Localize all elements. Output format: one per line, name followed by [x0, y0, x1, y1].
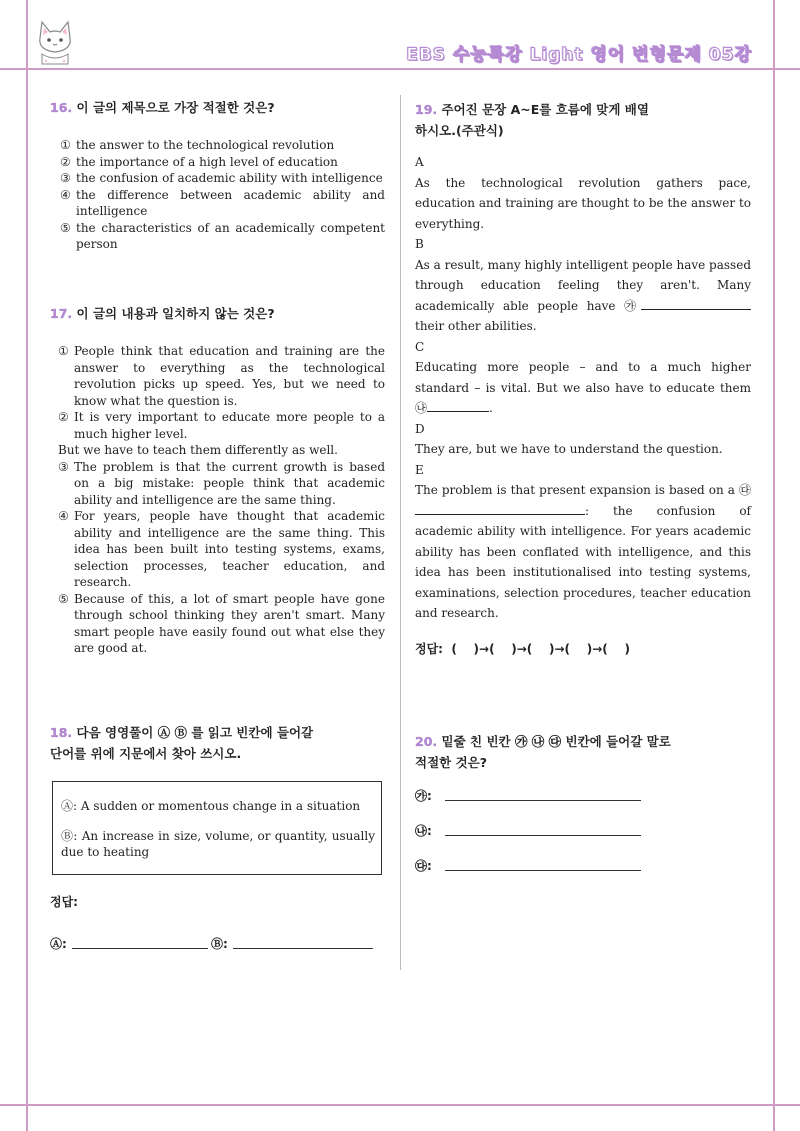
q19-heading — [415, 99, 755, 141]
q20-heading — [415, 731, 755, 773]
q17-option-4[interactable]: ④ For years, people have thought that academic ability and intelligence are the same thing. This idea has been built into testing systems, exams, selection processes, teacher education, and research. — [58, 509, 385, 589]
q20-answer-line-ga[interactable] — [445, 800, 641, 801]
frame-bottom-line — [0, 1104, 800, 1106]
q19-label-c: C — [415, 339, 425, 354]
q19-number: 19. — [415, 102, 438, 117]
q20-question-line1: 밑줄 친 빈칸 ㉮ ㉯ ㉰ 빈칸에 들어갈 말로 — [441, 734, 671, 749]
q17-option-3[interactable]: ③ The problem is that the current growth is based on a big mistake: people think that academic ability and intelligence are the same thing. — [58, 459, 385, 507]
q17-option-1[interactable]: ① People think that education and training are the answer to everything as the technological revolution picks up speed. Yes, but we need to know what the question is. — [58, 344, 385, 408]
q17-heading — [50, 303, 390, 324]
q19-answer: 정답: ( )→( )→( )→( )→( ) — [415, 642, 630, 656]
q19-passage — [415, 152, 751, 624]
q17-number: 17. — [50, 306, 73, 321]
q18-question-line1: 다음 영영풀이 Ⓐ Ⓑ 를 읽고 빈칸에 들어갈 — [76, 725, 314, 740]
q19-label-a: A — [415, 155, 424, 169]
q19-label-d: D — [415, 421, 425, 436]
q19-text-d: They are, but we have to understand the question. — [415, 442, 723, 456]
q16-number: 16. — [50, 100, 73, 115]
q16-option-2[interactable]: ② the importance of a high level of education — [60, 154, 338, 169]
q16-option-4[interactable]: ④ the difference between academic ability and intelligence — [60, 187, 385, 218]
q20-answer-line-da[interactable] — [445, 870, 641, 871]
q16-option-5[interactable]: ⑤ the characteristics of an academically competent person — [60, 220, 385, 251]
q16-option-3[interactable]: ③ the confusion of academic ability with intelligence — [60, 171, 383, 185]
q20-blank-label-ga: ㉮: — [415, 789, 432, 803]
q19-text-c: Educating more people – and to a much higher standard – is vital. But we also have to educate them ㉯ . — [415, 360, 751, 415]
frame-left-line — [26, 0, 28, 1131]
q18-answer-label: 정답: — [50, 895, 78, 909]
q20-blank-label-da: ㉰: — [415, 859, 432, 873]
q18-answer-line-b[interactable] — [233, 948, 373, 949]
q16-option-1[interactable]: ① the answer to the technological revolution — [60, 138, 335, 152]
q16-options — [60, 137, 385, 253]
q16-question: 이 글의 제목으로 가장 적절한 것은? — [76, 100, 275, 115]
q19-text-e: The problem is that present expansion is based on a ㉰: the confusion of academic ability with intelligence. For years academic ability has been conflated with intelligence, and this idea has been institutionalised into testing systems, examinations, selection procedures, teacher education and research. — [415, 483, 751, 620]
q19-blank-mark-ga: ㉮ — [624, 298, 641, 313]
q18-label-b: Ⓑ: — [211, 937, 228, 951]
frame-top-line — [0, 68, 800, 70]
q16-heading — [50, 97, 390, 118]
q17-option-2[interactable]: ② It is very important to educate more people to a much higher level. — [58, 410, 385, 441]
q19-blank-da[interactable] — [415, 501, 585, 515]
q19-blank-mark-na: ㉯ — [415, 401, 428, 415]
q17-extra-line: But we have to teach them differently as well. — [58, 443, 338, 457]
q20-question-line2: 적절한 것은? — [415, 755, 487, 770]
q19-label-b: B — [415, 237, 424, 251]
q20-blank-label-na: ㉯: — [415, 824, 432, 838]
q18-definition-box — [52, 781, 382, 875]
q19-question-line1: 주어진 문장 A~E를 흐름에 맞게 배열 — [441, 102, 649, 117]
q17-option-5[interactable]: ⑤ Because of this, a lot of smart people have gone through school thinking they aren't smart. Many smart people have easily found out what else they are good at. — [58, 591, 385, 655]
column-divider — [400, 95, 401, 970]
q19-text-b: As a result, many highly intelligent people have passed through education feeling they aren't. Many academically able people have ㉮ their other abilities. — [415, 257, 751, 333]
frame-right-line — [773, 0, 775, 1131]
q19-text-a: As the technological revolution gathers pace, education and training are thought to be the answer to everything. — [415, 175, 751, 231]
q18-heading — [50, 722, 390, 764]
cat-logo-icon — [34, 16, 76, 66]
q19-blank-na[interactable] — [427, 398, 489, 412]
q18-question-line2: 단어를 위에 지문에서 찾아 쓰시오. — [50, 746, 242, 761]
q20-number: 20. — [415, 734, 438, 749]
q19-blank-ga[interactable] — [641, 296, 751, 310]
q19-label-e: E — [415, 462, 424, 477]
q18-definition-b: Ⓑ: An increase in size, volume, or quantity, usually due to heating — [61, 829, 375, 859]
q18-definition-a: Ⓐ: A sudden or momentous change in a situation — [61, 799, 361, 813]
q19-blank-mark-da: ㉰ — [738, 483, 751, 497]
q18-label-a: Ⓐ: — [50, 937, 67, 951]
q17-options — [58, 343, 385, 657]
q18-number: 18. — [50, 725, 73, 740]
q17-question: 이 글의 내용과 일치하지 않는 것은? — [76, 306, 275, 321]
q18-answer-line-a[interactable] — [72, 948, 208, 949]
q19-question-line2: 하시오.(주관식) — [415, 123, 504, 138]
q20-answer-line-na[interactable] — [445, 835, 641, 836]
page-title: EBS 수능특강 Light 영어 변형문제 05강 — [406, 45, 752, 65]
